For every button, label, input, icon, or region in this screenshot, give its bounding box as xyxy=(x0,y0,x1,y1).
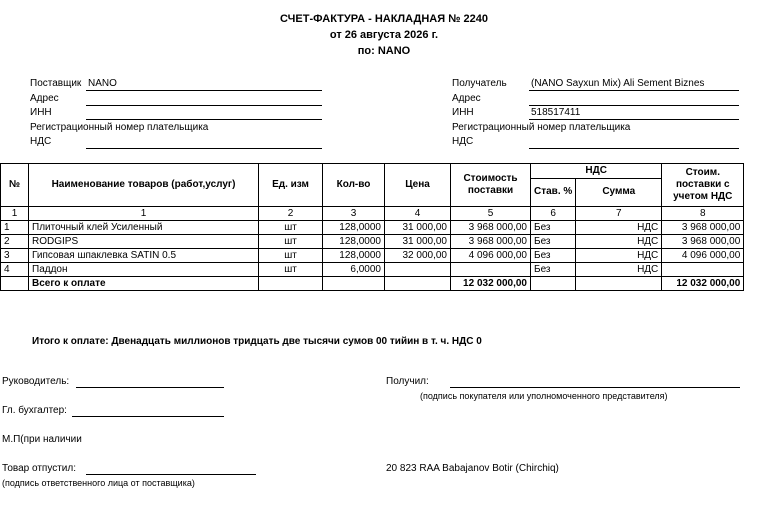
total-empty xyxy=(385,277,451,291)
col-number: 8 xyxy=(662,207,744,221)
header-total-with-nds: Стоим. поставки с учетом НДС xyxy=(662,164,744,207)
receiver-inn-value: 518517411 xyxy=(531,107,581,118)
table-row xyxy=(1,235,744,249)
supplier-address-underline xyxy=(86,105,322,106)
header-sum: Сумма xyxy=(576,178,662,206)
director-label: Руководитель: xyxy=(2,376,70,387)
row-price: 32 000,00 xyxy=(385,249,451,263)
header-cost: Стоимость поставки xyxy=(451,164,531,207)
document-date: от 26 августа 2026 г. xyxy=(329,29,439,41)
total-empty xyxy=(259,277,323,291)
receiver-reg-label: Регистрационный номер плательщика xyxy=(452,122,631,133)
table-total-row xyxy=(1,277,744,291)
column-number-row xyxy=(1,207,744,221)
col-number: 5 xyxy=(451,207,531,221)
receiver-address-label: Адрес xyxy=(452,93,481,104)
row-number: 1 xyxy=(1,221,29,235)
header-qty: Кол-во xyxy=(323,164,385,207)
row-rate: Без xyxy=(531,249,576,263)
col-number: 2 xyxy=(259,207,323,221)
row-nds-sum: НДС xyxy=(576,249,662,263)
total-empty xyxy=(323,277,385,291)
supplier-inn-underline xyxy=(86,119,322,120)
row-total: 3 968 000,00 xyxy=(662,235,744,249)
released-label: Товар отпустил: xyxy=(2,463,76,474)
row-price xyxy=(385,263,451,277)
row-cost: 4 096 000,00 xyxy=(451,249,531,263)
row-name: RODGIPS xyxy=(29,235,259,249)
document-title: СЧЕТ-ФАКТУРА - НАКЛАДНАЯ № 2240 xyxy=(280,13,488,25)
col-number: 4 xyxy=(385,207,451,221)
supplier-label: Поставщик xyxy=(30,78,82,89)
supplier-value: NANO xyxy=(88,78,117,89)
total-empty xyxy=(531,277,576,291)
header-price: Цена xyxy=(385,164,451,207)
col-number: 1 xyxy=(1,207,29,221)
row-nds-sum: НДС xyxy=(576,263,662,277)
row-qty: 128,0000 xyxy=(323,249,385,263)
table-row xyxy=(1,249,744,263)
row-price: 31 000,00 xyxy=(385,221,451,235)
row-unit: шт xyxy=(259,263,323,277)
total-empty xyxy=(1,277,29,291)
receiver-nds-underline xyxy=(529,148,739,149)
receiver-inn-label: ИНН xyxy=(452,107,474,118)
receiver-nds-label: НДС xyxy=(452,136,474,147)
receiver-inn-underline xyxy=(529,119,739,120)
released-signature-line xyxy=(86,474,256,475)
receiver-underline xyxy=(529,90,739,91)
row-nds-sum: НДС xyxy=(576,235,662,249)
row-number: 4 xyxy=(1,263,29,277)
row-total: 3 968 000,00 xyxy=(662,221,744,235)
row-cost: 3 968 000,00 xyxy=(451,221,531,235)
supplier-underline xyxy=(86,90,322,91)
row-total xyxy=(662,263,744,277)
received-note: (подпись покупателя или уполномоченного представителя) xyxy=(420,391,668,401)
supplier-address-label: Адрес xyxy=(30,93,59,104)
accountant-label: Гл. бухгалтер: xyxy=(2,405,67,416)
row-unit: шт xyxy=(259,221,323,235)
row-cost xyxy=(451,263,531,277)
stamp-label: М.П(при наличии xyxy=(2,434,82,445)
table-row xyxy=(1,221,744,235)
header-rate: Став. % xyxy=(531,178,576,206)
header-num: № xyxy=(1,164,29,207)
row-total: 4 096 000,00 xyxy=(662,249,744,263)
receiver-label: Получатель xyxy=(452,78,507,89)
header-unit: Ед. изм xyxy=(259,164,323,207)
col-number: 6 xyxy=(531,207,576,221)
received-label: Получил: xyxy=(386,376,429,387)
row-rate: Без xyxy=(531,263,576,277)
total-with-nds: 12 032 000,00 xyxy=(662,277,744,291)
total-cost: 12 032 000,00 xyxy=(451,277,531,291)
invoice-table xyxy=(0,163,744,291)
row-name: Плиточный клей Усиленный xyxy=(29,221,259,235)
row-name: Паддон xyxy=(29,263,259,277)
total-empty xyxy=(576,277,662,291)
table-row xyxy=(1,263,744,277)
receiver-value: (NANO Sayxun Mix) Ali Sement Biznes xyxy=(531,78,705,89)
row-rate: Без xyxy=(531,221,576,235)
released-note: (подпись ответственного лица от поставщика) xyxy=(2,478,195,488)
director-signature-line xyxy=(76,387,224,388)
supplier-nds-underline xyxy=(86,148,322,149)
row-number: 2 xyxy=(1,235,29,249)
row-unit: шт xyxy=(259,249,323,263)
row-price: 31 000,00 xyxy=(385,235,451,249)
power-of-attorney: 20 823 RAA Babajanov Botir (Chirchiq) xyxy=(386,463,559,474)
supplier-nds-label: НДС xyxy=(30,136,52,147)
received-signature-line xyxy=(450,387,740,388)
header-name: Наименование товаров (работ,услуг) xyxy=(29,164,259,207)
col-number: 3 xyxy=(323,207,385,221)
col-number: 1 xyxy=(29,207,259,221)
document-contract: по: NANO xyxy=(357,45,411,57)
col-number: 7 xyxy=(576,207,662,221)
receiver-address-underline xyxy=(529,105,739,106)
row-nds-sum: НДС xyxy=(576,221,662,235)
row-qty: 128,0000 xyxy=(323,235,385,249)
row-number: 3 xyxy=(1,249,29,263)
row-unit: шт xyxy=(259,235,323,249)
row-name: Гипсовая шпаклевка SATIN 0.5 xyxy=(29,249,259,263)
table-header-row xyxy=(1,164,744,179)
row-qty: 128,0000 xyxy=(323,221,385,235)
header-nds: НДС xyxy=(531,164,662,179)
row-cost: 3 968 000,00 xyxy=(451,235,531,249)
total-label: Всего к оплате xyxy=(29,277,259,291)
supplier-reg-label: Регистрационный номер плательщика xyxy=(30,122,209,133)
supplier-inn-label: ИНН xyxy=(30,107,52,118)
accountant-signature-line xyxy=(72,416,224,417)
amount-in-words: Итого к оплате: Двенадцать миллионов тридцать две тысячи сумов 00 тийин в т. ч. НДС 0 xyxy=(32,336,482,347)
row-qty: 6,0000 xyxy=(323,263,385,277)
row-rate: Без xyxy=(531,235,576,249)
